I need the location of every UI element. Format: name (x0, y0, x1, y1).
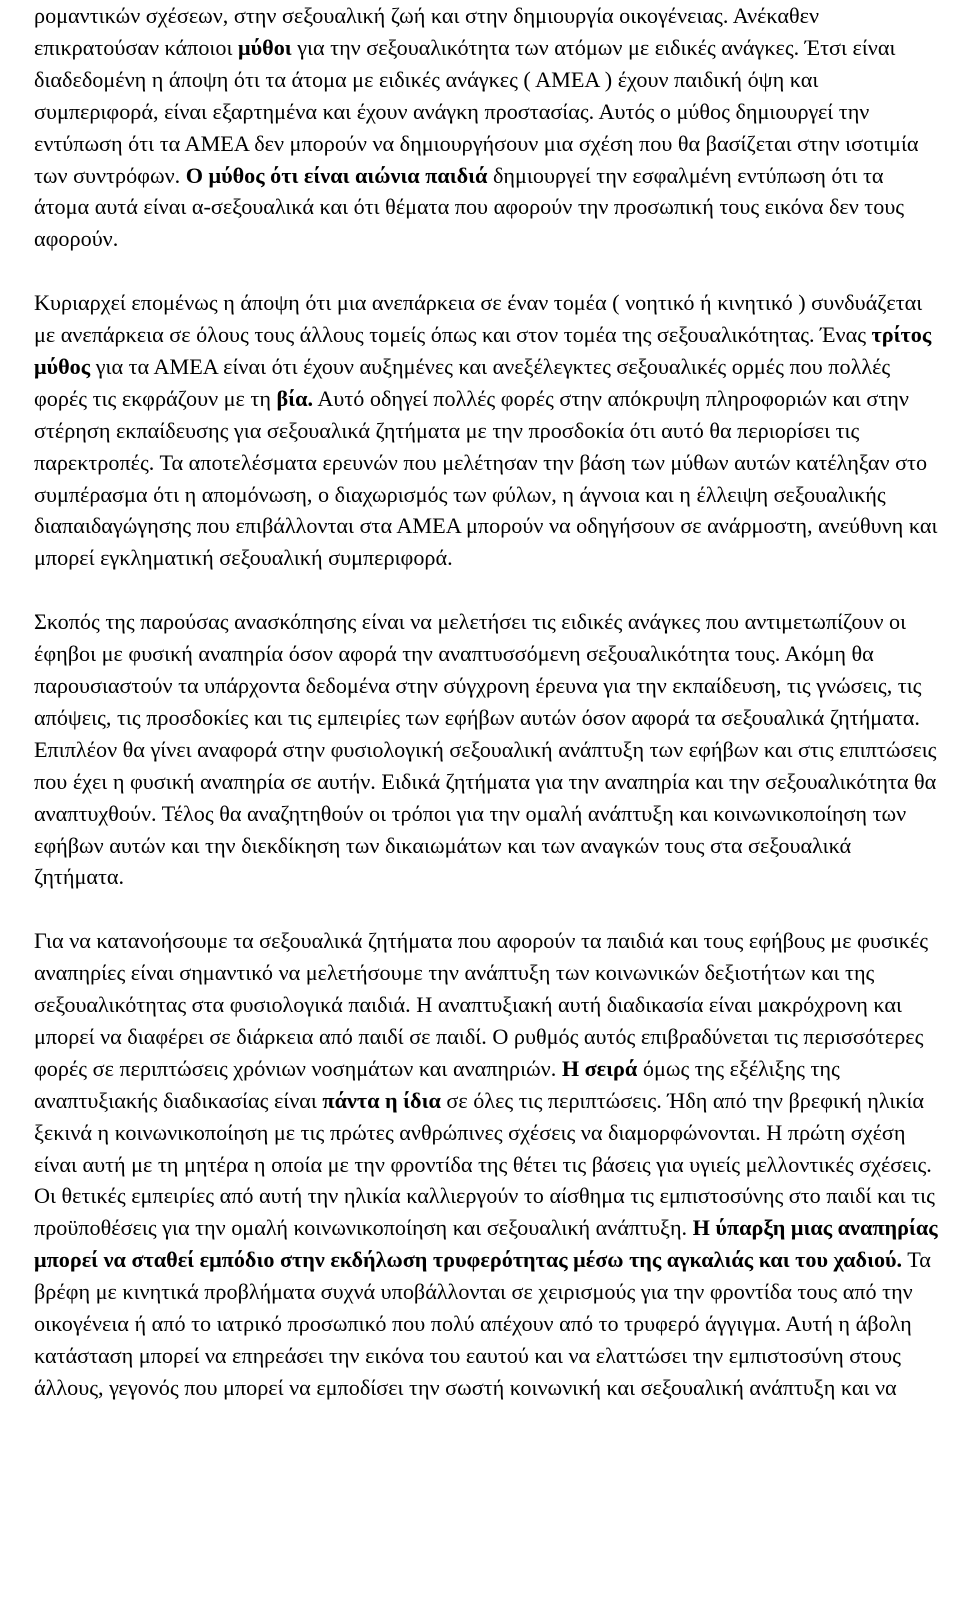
bold-text-run: βία. (276, 385, 313, 411)
paragraph-myths-intro (34, 0, 943, 255)
bold-text-run: Η σειρά (561, 1055, 638, 1081)
text-run: Τα βρέφη με κινητικά προβλήματα συχνά υποβάλλονται σε χειρισμούς για την φροντίδα τους από την οικογένεια ή από το ιατρικό προσωπικό που πολύ απέχουν από το τρυφερό άγγιγμα. Αυτή η άβολη κατάσταση μπορεί να επηρεάσει την εικόνα του εαυτού και να ελαττώσει την εμπιστοσύνη στους άλλους, γεγονός που μπορεί να εμποδίσει την σωστή κοινωνική και σεξουαλική ανάπτυξη και να (34, 1247, 931, 1400)
text-run: σε όλες τις περιπτώσεις. Ήδη από την βρεφική ηλικία ξεκινά η κοινωνικοποίηση με τις πρώτες ανθρώπινες σχέσεις να διαμορφώνονται. Η πρώτη σχέση είναι αυτή με τη μητέρα η οποία με την φροντίδα της θέτει τις βάσεις για υγιείς μελλοντικές σχέσεις. Οι θετικές εμπειρίες από αυτή την ηλικία καλλιεργούν το αίσθημα τις εμπιστοσύνης στο παιδί και τις προϋποθέσεις για την ομαλή κοινωνικοποίηση και σεξουαλική ανάπτυξη. (34, 1087, 935, 1241)
paragraph-development (34, 925, 943, 1404)
text-run: όμως της εξέλιξης της αναπτυξιακής διαδικασίας είναι (34, 1055, 840, 1113)
bold-text-run: πάντα η ίδια (322, 1087, 441, 1113)
text-run: Αυτό οδηγεί πολλές φορές στην απόκρυψη πληροφοριών και στην στέρηση εκπαίδευσης για σεξουαλικά ζητήματα με την προσδοκία ότι αυτό θα περιορίσει τις παρεκτροπές. Τα αποτελέσματα ερευνών που μελέτησαν την βάση των μύθων αυτών κατέληξαν στο συμπέρασμα ότι η απομόνωση, ο διαχωρισμός των φύλων, η άγνοια και η έλλειψη σεξουαλικής διαπαιδαγώγησης που επιβάλλονται στα ΑΜΕΑ μπορούν να οδηγήσουν σε ανάρμοστη, ανεύθυνη και μπορεί εγκληματική σεξουαλική συμπεριφορά. (34, 385, 938, 571)
bold-text-run: τρίτος μύθος (34, 322, 932, 379)
text-run: Για να κατανοήσουμε τα σεξουαλικά ζητήματα που αφορούν τα παιδιά και τους εφήβους με φυσικές αναπηρίες είναι σημαντικό να μελετήσουμε την ανάπτυξη των κοινωνικών δεξιοτήτων και της σεξουαλικότητας στα φυσιολογικά παιδιά. Η αναπτυξιακή αυτή διαδικασία είναι μακρόχρονη και μπορεί να διαφέρει σε διάρκεια από παιδί σε παιδί. Ο ρυθμός αυτός επιβραδύνεται τις περισσότερες φορές σε περιπτώσεις χρόνιων νοσημάτων και αναπηριών. (34, 928, 929, 1081)
text-run: ρομαντικών σχέσεων, στην σεξουαλική ζωή και στην δημιουργία οικογένειας. Ανέκαθεν επικρατούσαν κάποιοι (34, 3, 820, 60)
bold-text-run: Η ύπαρξη μιας αναπηρίας μπορεί να σταθεί εμπόδιο στην εκδήλωση τρυφερότητας μέσω της αγκαλιάς και του χαδιού. (34, 1215, 938, 1273)
paragraph-gap (34, 255, 943, 287)
bold-text-run: μύθοι (238, 34, 292, 60)
paragraph-third-myth (34, 287, 943, 574)
text-run: Κυριαρχεί επομένως η άποψη ότι μια ανεπάρκεια σε έναν τομέα ( νοητικό ή κινητικό ) συνδυάζεται με ανεπάρκεια σε όλους τους άλλους τομείς όπως και στον τομέα της σεξουαλικότητας. Ένας (34, 290, 923, 348)
text-run: για τα ΑΜΕΑ είναι ότι έχουν αυξημένες και ανεξέλεγκτες σεξουαλικές ορμές που πολλές φορές τις εκφράζουν με τη (34, 353, 891, 411)
text-run: για την σεξουαλικότητα των ατόμων με ειδικές ανάγκες. Έτσι είναι διαδεδομένη η άποψη ότι τα άτομα με ειδικές ανάγκες ( ΑΜΕΑ ) έχουν παιδική όψη και συμπεριφορά, είναι εξαρτημένα και έχουν ανάγκη προστασίας. Αυτός ο μύθος δημιουργεί την εντύπωση ότι τα ΑΜΕΑ δεν μπορούν να δημιουργήσουν μια σχέση που θα βασίζεται στην ισοτιμία των συντρόφων. (34, 34, 919, 188)
text-run: Σκοπός της παρούσας ανασκόπησης είναι να μελετήσει τις ειδικές ανάγκες που αντιμετωπίζουν οι έφηβοι με φυσική αναπηρία όσον αφορά την αναπτυσσόμενη σεξουαλικότητα τους. Ακόμη θα παρουσιαστούν τα υπάρχοντα δεδομένα στην σύγχρονη έρευνα για την εκπαίδευση, τις γνώσεις, τις απόψεις, τις προσδοκίες και τις εμπειρίες των εφήβων αυτών όσον αφορά τα σεξουαλικά ζητήματα. Επιπλέον θα γίνει αναφορά στην φυσιολογική σεξουαλική ανάπτυξη των εφήβων και στις επιπτώσεις που έχει η φυσική αναπηρία σε αυτήν. Ειδικά ζητήματα για την αναπηρία και την σεξουαλικότητα θα αναπτυχθούν. Τέλος θα αναζητηθούν οι τρόποι για την ομαλή ανάπτυξη και κοινωνικοποίηση των εφήβων αυτών και την διεκδίκηση των δικαιωμάτων και των αναγκών τους στα σεξουαλικά ζητήματα. (34, 609, 937, 890)
bold-text-run: Ο μύθος ότι είναι αιώνια παιδιά (185, 162, 488, 188)
paragraph-gap (34, 574, 943, 606)
text-run: δημιουργεί την εσφαλμένη εντύπωση ότι τα άτομα αυτά είναι α-σεξουαλικά και ότι θέματα που αφορούν την προσωπική τους εικόνα δεν τους αφορούν. (34, 162, 905, 252)
paragraph-gap (34, 893, 943, 925)
paragraph-review-purpose (34, 606, 943, 893)
